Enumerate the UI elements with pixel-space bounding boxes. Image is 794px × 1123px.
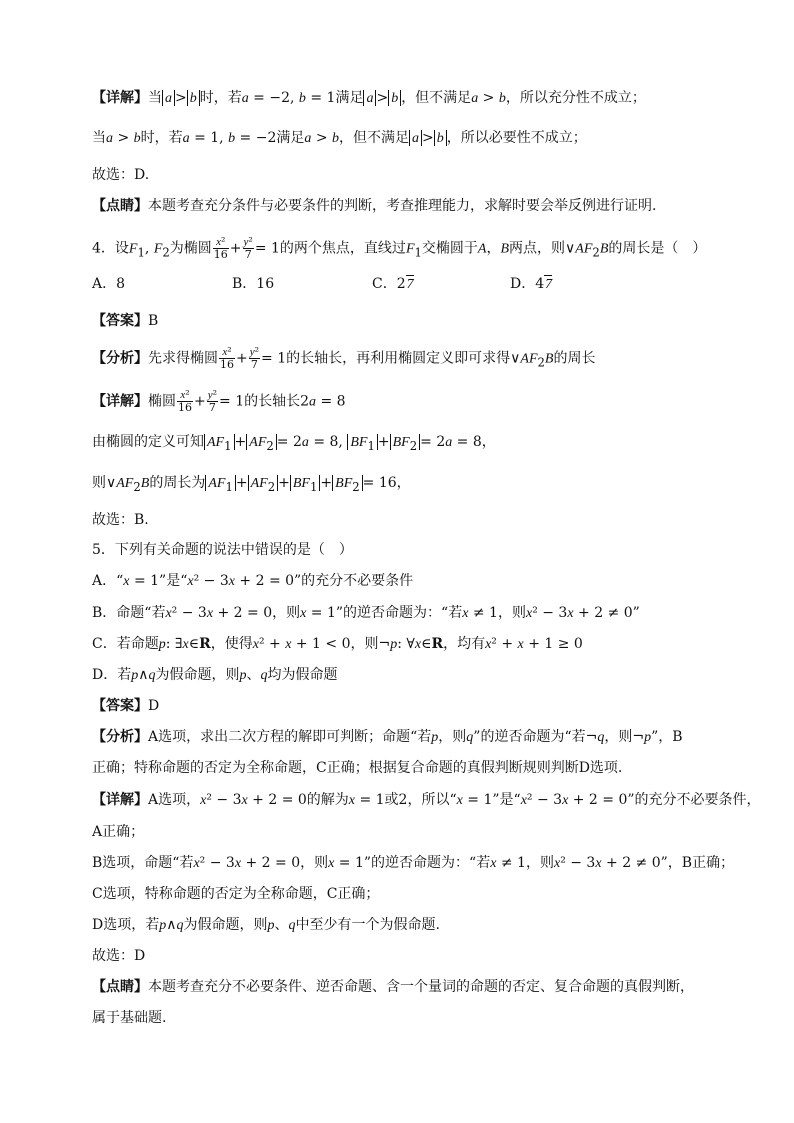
q5-option-a: A．“x = 1”是“x² − 3x + 2 = 0”的充分不必要条件 — [92, 573, 414, 589]
q5-answer: 【答案】D — [92, 698, 160, 714]
q5-comment-line2: 属于基础题. — [92, 1010, 167, 1026]
q3-answer-line: 故选：D. — [92, 167, 150, 183]
q4-answer: 【答案】B — [92, 313, 159, 329]
q5-comment-line1: 【点睛】本题考查充分不必要条件、逆否命题、含一个量词的命题的否定、复合命题的真假判断， — [92, 979, 694, 995]
q4-option-c: C．27 — [372, 276, 414, 292]
q4-option-b: B．16 — [232, 276, 275, 292]
q5-answer-line: 故选：D — [92, 948, 146, 964]
q5-option-b: B．命题“若x² − 3x + 2 = 0，则x = 1”的逆否命题为：“若x ≠ 1，则x² − 3x + 2 ≠ 0” — [92, 605, 640, 621]
q4-options — [92, 274, 552, 295]
q5-analysis-line1: 【分析】A选项，求出二次方程的解即可判断；命题“若p，则q”的逆否命题为“若¬q，则¬p”，B — [92, 729, 683, 745]
q3-detail-line2: 当a > b时，若a = 1, b = −2满足a > b，但不满足 a > b ，所以必要性不成立； — [92, 130, 587, 146]
q4-detail-line3: 则$\vee AF_2B$的周长为 $AF_1 + AF_2 + BF_1 + BF_2 = 16$， — [92, 475, 411, 494]
q5-detail-line4: C选项，特称命题的否定为全称命题，C正确； — [92, 886, 380, 902]
q4-answer-line: 故选：B. — [92, 512, 149, 528]
q5-detail-line2: A正确； — [92, 824, 145, 840]
q4-analysis: 【分析】先求得椭圆 $\frac{\text{x²}}{16}$ + $\frac{\text{y²}}{7}$ = 1的长轴长，再利用椭圆定义即可求得$\vee AF_2B$的周长 — [92, 345, 596, 371]
q5-option-d: D．若p∧q为假命题，则p、q均为假命题 — [92, 667, 338, 683]
q4-option-d: D．47 — [510, 276, 553, 292]
q5-detail-line1: 【详解】A选项，x² − 3x + 2 = 0的解为x = 1或2，所以“x = 1”是“x² − 3x + 2 = 0”的充分不必要条件， — [92, 792, 761, 808]
q4-option-a: A．8 — [92, 276, 126, 292]
q5-stem: 5．下列有关命题的说法中错误的是（ ） — [92, 542, 353, 558]
q4-detail-line1: 【详解】椭圆 $\frac{\text{x²}}{16}$ + $\frac{\text{y²}}{7}$ = 1的长轴长2a = 8 — [92, 388, 346, 414]
q4-detail-line2: 由椭圆的定义可知 $AF_1 + AF_2 = 2a = 8$, $BF_1 + BF_2 = 2a = 8$， — [92, 434, 496, 453]
q5-option-c: C．若命题p: ∃x∈R，使得x² + x + 1 < 0，则¬p: ∀x∈R，均有x² + x + 1 ≥ 0 — [92, 636, 583, 652]
q5-analysis-line2: 正确；特称命题的否定为全称命题，C正确；根据复合命题的真假判断规则判断D选项. — [92, 760, 623, 776]
q5-detail-line3: B选项，命题“若x² − 3x + 2 = 0，则x = 1”的逆否命题为：“若x ≠ 1，则x² − 3x + 2 ≠ 0”，B正确； — [92, 855, 735, 871]
q4-stem: 4．设$F_1$, $F_2$为椭圆 $\frac{\text{x²}}{16}$ + $\frac{\text{y²}}{7}$ = 1的两个焦点，直线过$F_1$交椭圆于A，B两点，则$\vee AF_2B$的周长是（ ） — [92, 235, 707, 261]
q3-detail-line1: 【详解】当 a > b 时，若a = −2, b = 1满足 a > b ，但不满足a > b，所以充分性不成立； — [92, 90, 646, 106]
q3-comment: 【点睛】本题考查充分条件与必要条件的判断，考查推理能力，求解时要会举反例进行证明. — [92, 198, 657, 214]
q5-detail-line5: D选项，若p∧q为假命题，则p、q中至少有一个为假命题. — [92, 917, 440, 933]
